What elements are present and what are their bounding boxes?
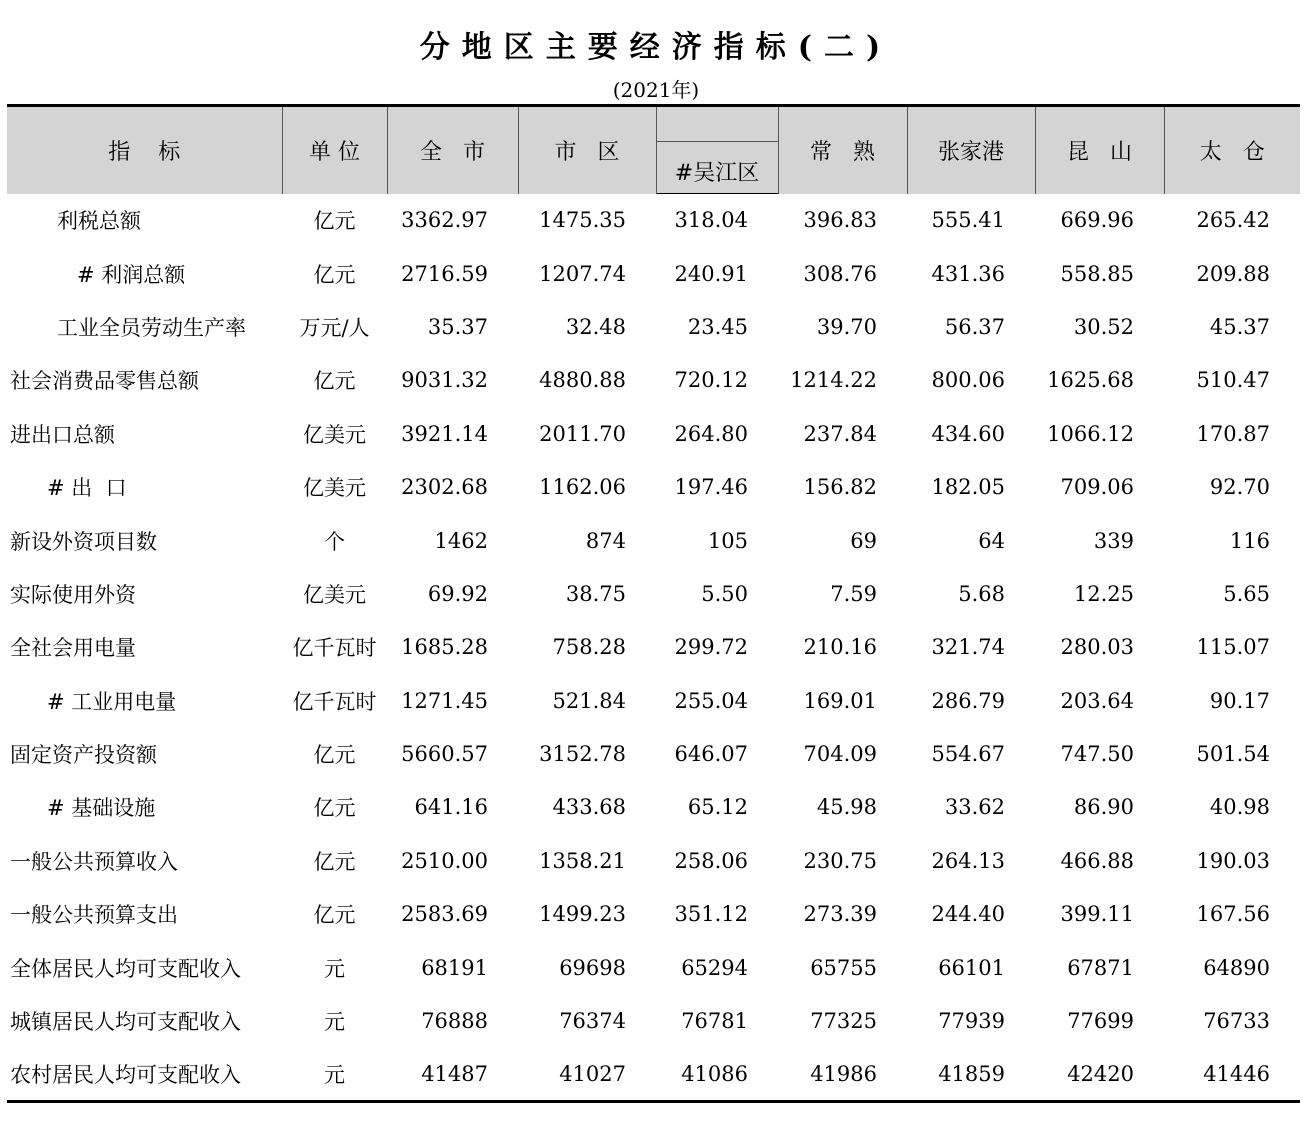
cell-kunshan: 747.50 bbox=[1060, 742, 1134, 767]
table-row bbox=[7, 514, 1300, 567]
cell-city: 3921.14 bbox=[401, 421, 488, 446]
cell-changshu: 396.83 bbox=[803, 208, 877, 233]
cell-changshu: 77325 bbox=[810, 1009, 877, 1034]
row-unit: 亿美元 bbox=[303, 422, 366, 447]
cell-wujiang: 255.04 bbox=[674, 688, 748, 713]
cell-taicang: 265.42 bbox=[1196, 208, 1270, 233]
cell-city: 2510.00 bbox=[401, 848, 488, 873]
table-row bbox=[7, 407, 1300, 460]
cell-zhangjiagang: 56.37 bbox=[944, 314, 1005, 339]
cell-city: 1271.45 bbox=[401, 688, 488, 713]
cell-kunshan: 86.90 bbox=[1073, 795, 1134, 820]
cell-wujiang: 5.50 bbox=[701, 581, 748, 606]
row-indicator-name: 实际使用外资 bbox=[10, 582, 136, 607]
cell-zhangjiagang: 64 bbox=[978, 528, 1005, 553]
cell-urban: 521.84 bbox=[552, 688, 626, 713]
cell-taicang: 190.03 bbox=[1196, 848, 1270, 873]
cell-zhangjiagang: 554.67 bbox=[931, 742, 1005, 767]
row-indicator-name: 新设外资项目数 bbox=[10, 529, 157, 554]
cell-changshu: 704.09 bbox=[803, 742, 877, 767]
cell-kunshan: 669.96 bbox=[1060, 208, 1134, 233]
cell-kunshan: 399.11 bbox=[1060, 902, 1134, 927]
row-indicator-name: 一般公共预算支出 bbox=[10, 903, 178, 928]
cell-wujiang: 720.12 bbox=[674, 368, 748, 393]
row-unit: 亿元 bbox=[313, 209, 356, 234]
cell-kunshan: 30.52 bbox=[1073, 314, 1134, 339]
header-taicang: 太 仓 bbox=[1164, 106, 1300, 194]
cell-taicang: 90.17 bbox=[1209, 688, 1270, 713]
cell-urban: 1475.35 bbox=[539, 208, 626, 233]
row-indicator-name: 社会消费品零售总额 bbox=[10, 369, 199, 394]
table-row bbox=[7, 674, 1300, 727]
table-row bbox=[7, 941, 1300, 994]
table-row bbox=[7, 781, 1300, 834]
cell-wujiang: 646.07 bbox=[674, 742, 748, 767]
cell-zhangjiagang: 800.06 bbox=[931, 368, 1005, 393]
cell-zhangjiagang: 244.40 bbox=[931, 902, 1005, 927]
cell-wujiang: 264.80 bbox=[674, 421, 748, 446]
table-row bbox=[7, 247, 1300, 300]
cell-urban: 1358.21 bbox=[539, 848, 626, 873]
cell-wujiang: 351.12 bbox=[674, 902, 748, 927]
cell-changshu: 308.76 bbox=[803, 261, 877, 286]
row-unit: 亿元 bbox=[313, 369, 356, 394]
cell-zhangjiagang: 264.13 bbox=[931, 848, 1005, 873]
table-row bbox=[7, 888, 1300, 941]
cell-taicang: 64890 bbox=[1203, 955, 1270, 980]
cell-city: 35.37 bbox=[427, 314, 488, 339]
cell-urban: 3152.78 bbox=[539, 742, 626, 767]
indicator-table bbox=[7, 104, 1300, 1103]
cell-taicang: 209.88 bbox=[1196, 261, 1270, 286]
cell-taicang: 40.98 bbox=[1209, 795, 1270, 820]
cell-zhangjiagang: 182.05 bbox=[931, 475, 1005, 500]
row-unit: 万元/人 bbox=[299, 315, 370, 340]
cell-city: 641.16 bbox=[414, 795, 488, 820]
row-indicator-name: 工业全员劳动生产率 bbox=[57, 315, 246, 340]
cell-city: 5660.57 bbox=[401, 742, 488, 767]
cell-taicang: 92.70 bbox=[1209, 475, 1270, 500]
cell-urban: 758.28 bbox=[552, 635, 626, 660]
cell-zhangjiagang: 555.41 bbox=[931, 208, 1005, 233]
cell-taicang: 5.65 bbox=[1223, 581, 1270, 606]
cell-kunshan: 1625.68 bbox=[1047, 368, 1134, 393]
table-row bbox=[7, 194, 1300, 247]
cell-changshu: 1214.22 bbox=[790, 368, 877, 393]
cell-kunshan: 203.64 bbox=[1060, 688, 1134, 713]
row-unit: 亿美元 bbox=[303, 476, 366, 501]
page-subtitle: (2021年) bbox=[612, 78, 700, 102]
row-unit: 亿元 bbox=[313, 849, 356, 874]
cell-taicang: 115.07 bbox=[1196, 635, 1270, 660]
cell-kunshan: 42420 bbox=[1035, 1048, 1164, 1101]
cell-urban: 76374 bbox=[559, 1009, 626, 1034]
cell-zhangjiagang: 286.79 bbox=[931, 688, 1005, 713]
cell-taicang: 45.37 bbox=[1209, 314, 1270, 339]
cell-urban: 874 bbox=[585, 528, 626, 553]
cell-wujiang: 65294 bbox=[681, 955, 748, 980]
cell-changshu: 237.84 bbox=[803, 421, 877, 446]
cell-wujiang: 65.12 bbox=[687, 795, 748, 820]
header-indicator: 指 标 bbox=[7, 106, 282, 194]
header-zhangjiagang: 张家港 bbox=[907, 106, 1035, 194]
table-row bbox=[7, 460, 1300, 513]
cell-urban: 1499.23 bbox=[539, 902, 626, 927]
cell-city: 2716.59 bbox=[401, 261, 488, 286]
cell-changshu: 45.98 bbox=[816, 795, 877, 820]
row-unit: 亿元 bbox=[313, 796, 356, 821]
table-row bbox=[7, 300, 1300, 353]
cell-city: 41487 bbox=[387, 1048, 518, 1101]
cell-kunshan: 339 bbox=[1093, 528, 1134, 553]
row-unit: 元 bbox=[324, 1010, 345, 1035]
cell-urban: 41027 bbox=[518, 1048, 656, 1101]
cell-zhangjiagang: 431.36 bbox=[931, 261, 1005, 286]
header-changshu: 常 熟 bbox=[778, 106, 907, 194]
cell-wujiang: 318.04 bbox=[674, 208, 748, 233]
row-indicator-name: 利税总额 bbox=[57, 209, 141, 234]
row-indicator-name: 固定资产投资额 bbox=[10, 743, 157, 768]
header-city: 全 市 bbox=[387, 106, 518, 194]
cell-city: 1462 bbox=[434, 528, 488, 553]
cell-wujiang: 299.72 bbox=[674, 635, 748, 660]
header-wujiang: #吴江区 bbox=[656, 142, 778, 194]
cell-zhangjiagang: 33.62 bbox=[944, 795, 1005, 820]
row-unit: 元 bbox=[324, 956, 345, 981]
row-unit: 亿千瓦时 bbox=[292, 689, 377, 714]
row-unit: 亿元 bbox=[313, 262, 356, 287]
page-title: 分地区主要经济指标(二) bbox=[419, 30, 893, 65]
cell-kunshan: 558.85 bbox=[1060, 261, 1134, 286]
cell-urban: 1162.06 bbox=[539, 475, 626, 500]
cell-zhangjiagang: 5.68 bbox=[958, 581, 1005, 606]
cell-taicang: 501.54 bbox=[1196, 742, 1270, 767]
cell-changshu: 156.82 bbox=[803, 475, 877, 500]
row-indicator-name: 全体居民人均可支配收入 bbox=[10, 956, 241, 981]
cell-kunshan: 67871 bbox=[1067, 955, 1134, 980]
cell-changshu: 69 bbox=[850, 528, 877, 553]
cell-wujiang: 76781 bbox=[681, 1009, 748, 1034]
cell-urban: 38.75 bbox=[565, 581, 626, 606]
cell-changshu: 210.16 bbox=[803, 635, 877, 660]
cell-kunshan: 12.25 bbox=[1073, 581, 1134, 606]
row-unit: 亿元 bbox=[313, 903, 356, 928]
cell-changshu: 7.59 bbox=[830, 581, 877, 606]
cell-wujiang: 197.46 bbox=[674, 475, 748, 500]
row-indicator-name: 全社会用电量 bbox=[10, 636, 136, 661]
cell-city: 3362.97 bbox=[401, 208, 488, 233]
cell-urban: 1207.74 bbox=[539, 261, 626, 286]
cell-zhangjiagang: 41859 bbox=[907, 1048, 1035, 1101]
row-unit: 亿元 bbox=[313, 743, 356, 768]
table-body bbox=[7, 194, 1300, 1102]
cell-changshu: 230.75 bbox=[803, 848, 877, 873]
cell-city: 1685.28 bbox=[401, 635, 488, 660]
row-indicator-name: # 利润总额 bbox=[77, 262, 186, 287]
cell-taicang: 116 bbox=[1229, 528, 1270, 553]
cell-changshu: 65755 bbox=[810, 955, 877, 980]
row-indicator-name: 一般公共预算收入 bbox=[10, 849, 178, 874]
cell-urban: 2011.70 bbox=[539, 421, 626, 446]
cell-wujiang: 105 bbox=[707, 528, 748, 553]
row-unit: 亿千瓦时 bbox=[292, 636, 377, 661]
cell-taicang: 170.87 bbox=[1196, 421, 1270, 446]
cell-kunshan: 466.88 bbox=[1060, 848, 1134, 873]
cell-kunshan: 1066.12 bbox=[1047, 421, 1134, 446]
cell-zhangjiagang: 434.60 bbox=[931, 421, 1005, 446]
header-unit: 单 位 bbox=[282, 106, 387, 194]
cell-wujiang: 41086 bbox=[656, 1048, 778, 1101]
cell-kunshan: 709.06 bbox=[1060, 475, 1134, 500]
header-urban: 市 区 bbox=[518, 106, 656, 194]
row-indicator-name: 农村居民人均可支配收入 bbox=[7, 1048, 282, 1101]
cell-wujiang: 258.06 bbox=[674, 848, 748, 873]
cell-city: 9031.32 bbox=[401, 368, 488, 393]
cell-changshu: 273.39 bbox=[803, 902, 877, 927]
cell-city: 68191 bbox=[421, 955, 488, 980]
cell-taicang: 41446 bbox=[1164, 1048, 1300, 1101]
cell-urban: 69698 bbox=[559, 955, 626, 980]
table-row bbox=[7, 354, 1300, 407]
table-row bbox=[7, 621, 1300, 674]
row-unit: 元 bbox=[282, 1048, 387, 1101]
cell-taicang: 76733 bbox=[1203, 1009, 1270, 1034]
cell-changshu: 169.01 bbox=[803, 688, 877, 713]
cell-changshu: 41986 bbox=[778, 1048, 907, 1101]
cell-taicang: 167.56 bbox=[1196, 902, 1270, 927]
table-row bbox=[7, 1048, 1300, 1101]
table-row bbox=[7, 834, 1300, 887]
cell-wujiang: 240.91 bbox=[674, 261, 748, 286]
cell-kunshan: 77699 bbox=[1067, 1009, 1134, 1034]
cell-wujiang: 23.45 bbox=[687, 314, 748, 339]
row-unit: 亿美元 bbox=[303, 582, 366, 607]
row-indicator-name: # 出 口 bbox=[47, 476, 127, 501]
cell-city: 76888 bbox=[421, 1009, 488, 1034]
table-row bbox=[7, 994, 1300, 1047]
cell-urban: 32.48 bbox=[565, 314, 626, 339]
cell-zhangjiagang: 321.74 bbox=[931, 635, 1005, 660]
cell-kunshan: 280.03 bbox=[1060, 635, 1134, 660]
row-indicator-name: # 工业用电量 bbox=[47, 689, 177, 714]
row-indicator-name: # 基础设施 bbox=[47, 796, 156, 821]
cell-zhangjiagang: 66101 bbox=[938, 955, 1005, 980]
cell-urban: 4880.88 bbox=[539, 368, 626, 393]
header-kunshan: 昆 山 bbox=[1035, 106, 1164, 194]
row-indicator-name: 城镇居民人均可支配收入 bbox=[10, 1010, 241, 1035]
table-row bbox=[7, 727, 1300, 780]
table-row bbox=[7, 567, 1300, 620]
row-unit: 个 bbox=[324, 529, 345, 554]
cell-city: 2583.69 bbox=[401, 902, 488, 927]
cell-taicang: 510.47 bbox=[1196, 368, 1270, 393]
cell-urban: 433.68 bbox=[552, 795, 626, 820]
cell-zhangjiagang: 77939 bbox=[938, 1009, 1005, 1034]
row-indicator-name: 进出口总额 bbox=[10, 422, 115, 447]
cell-city: 69.92 bbox=[427, 581, 488, 606]
header-wujiang-top bbox=[656, 106, 778, 142]
cell-changshu: 39.70 bbox=[816, 314, 877, 339]
cell-city: 2302.68 bbox=[401, 475, 488, 500]
